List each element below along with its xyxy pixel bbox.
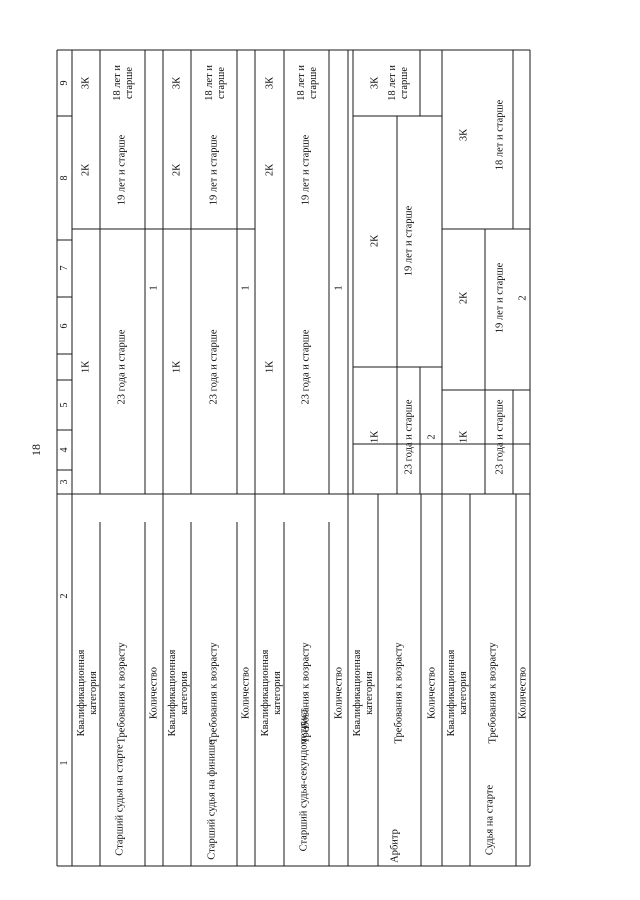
age-18-plus: 18 лет истарше: [204, 65, 227, 101]
col-num-4: 4: [58, 447, 70, 453]
col-num-2: 2: [58, 593, 70, 599]
age-18-plus: 18 лет и старше: [494, 99, 506, 171]
age-19-plus: 19 лет и старше: [300, 134, 312, 206]
category-3k: 3К: [264, 76, 276, 90]
age-18-plus: 18 лет истарше: [296, 65, 319, 101]
category-2k: 2К: [369, 234, 381, 248]
age-23-plus: 23 года и старше: [208, 329, 220, 405]
field-age-label: Требования к возрасту: [300, 642, 312, 744]
category-3k: 3К: [80, 76, 92, 90]
col-num-7: 7: [58, 265, 70, 271]
role-starter: Судья на старте: [484, 784, 496, 856]
category-2k: 2К: [171, 163, 183, 177]
table-grid: [57, 50, 530, 866]
field-category-label: Квалификационнаякатегория: [260, 649, 283, 737]
field-age-label: Требования к возрасту: [208, 642, 220, 744]
count-value: 2: [517, 295, 529, 301]
field-count-label: Количество: [148, 666, 160, 720]
field-category-label: Квалификационнаякатегория: [76, 649, 99, 737]
col-num-8: 8: [58, 175, 70, 181]
age-18-plus: 18 лет истарше: [112, 65, 135, 101]
category-3k: 3К: [458, 128, 470, 142]
col-num-1: 1: [58, 760, 70, 766]
age-19-plus: 19 лет и старше: [208, 134, 220, 206]
age-19-plus: 19 лет и старше: [116, 134, 128, 206]
role-finish-senior: Старший судья на финише: [206, 740, 218, 860]
category-1k: 1К: [171, 360, 183, 374]
age-19-plus: 19 лет и старше: [403, 205, 415, 277]
count-value: 1: [148, 285, 160, 291]
category-2k: 2К: [458, 291, 470, 305]
col-num-6: 6: [58, 323, 70, 329]
col-num-3: 3: [58, 479, 70, 485]
field-count-label: Количество: [333, 666, 345, 720]
field-category-label: Квалификационнаякатегория: [352, 649, 375, 737]
col-num-5: 5: [58, 402, 70, 408]
age-23-plus: 23 года и старше: [494, 399, 506, 475]
field-age-label: Требования к возрасту: [116, 642, 128, 744]
age-23-plus: 23 года и старше: [403, 399, 415, 475]
category-2k: 2К: [80, 163, 92, 177]
field-count-label: Количество: [517, 666, 529, 720]
field-category-label: Квалификационнаякатегория: [167, 649, 190, 737]
count-value: 2: [426, 434, 438, 440]
field-category-label: Квалификационнаякатегория: [446, 649, 469, 737]
category-1k: 1К: [264, 360, 276, 374]
count-value: 1: [240, 285, 252, 291]
role-arbiter: Арбитр: [389, 829, 401, 863]
category-3k: 3К: [369, 76, 381, 90]
field-age-label: Требования к возрасту: [393, 642, 405, 744]
category-1k: 1К: [369, 430, 381, 444]
age-23-plus: 23 года и старше: [116, 329, 128, 405]
field-age-label: Требования к возрасту: [487, 642, 499, 744]
age-19-plus: 19 лет и старше: [494, 262, 506, 334]
category-2k: 2К: [264, 163, 276, 177]
field-count-label: Количество: [240, 666, 252, 720]
col-num-9: 9: [58, 80, 70, 86]
role-starter-senior: Старший судья на старте: [114, 744, 126, 856]
age-18-plus: 18 лет истарше: [387, 65, 410, 101]
field-count-label: Количество: [426, 666, 438, 720]
category-3k: 3К: [171, 76, 183, 90]
category-1k: 1К: [80, 360, 92, 374]
age-23-plus: 23 года и старше: [300, 329, 312, 405]
role-timekeeper-senior: Старший судья-секундометрист: [298, 708, 310, 852]
category-1k: 1К: [458, 430, 470, 444]
page-number: 18: [29, 444, 43, 456]
count-value: 1: [333, 285, 345, 291]
